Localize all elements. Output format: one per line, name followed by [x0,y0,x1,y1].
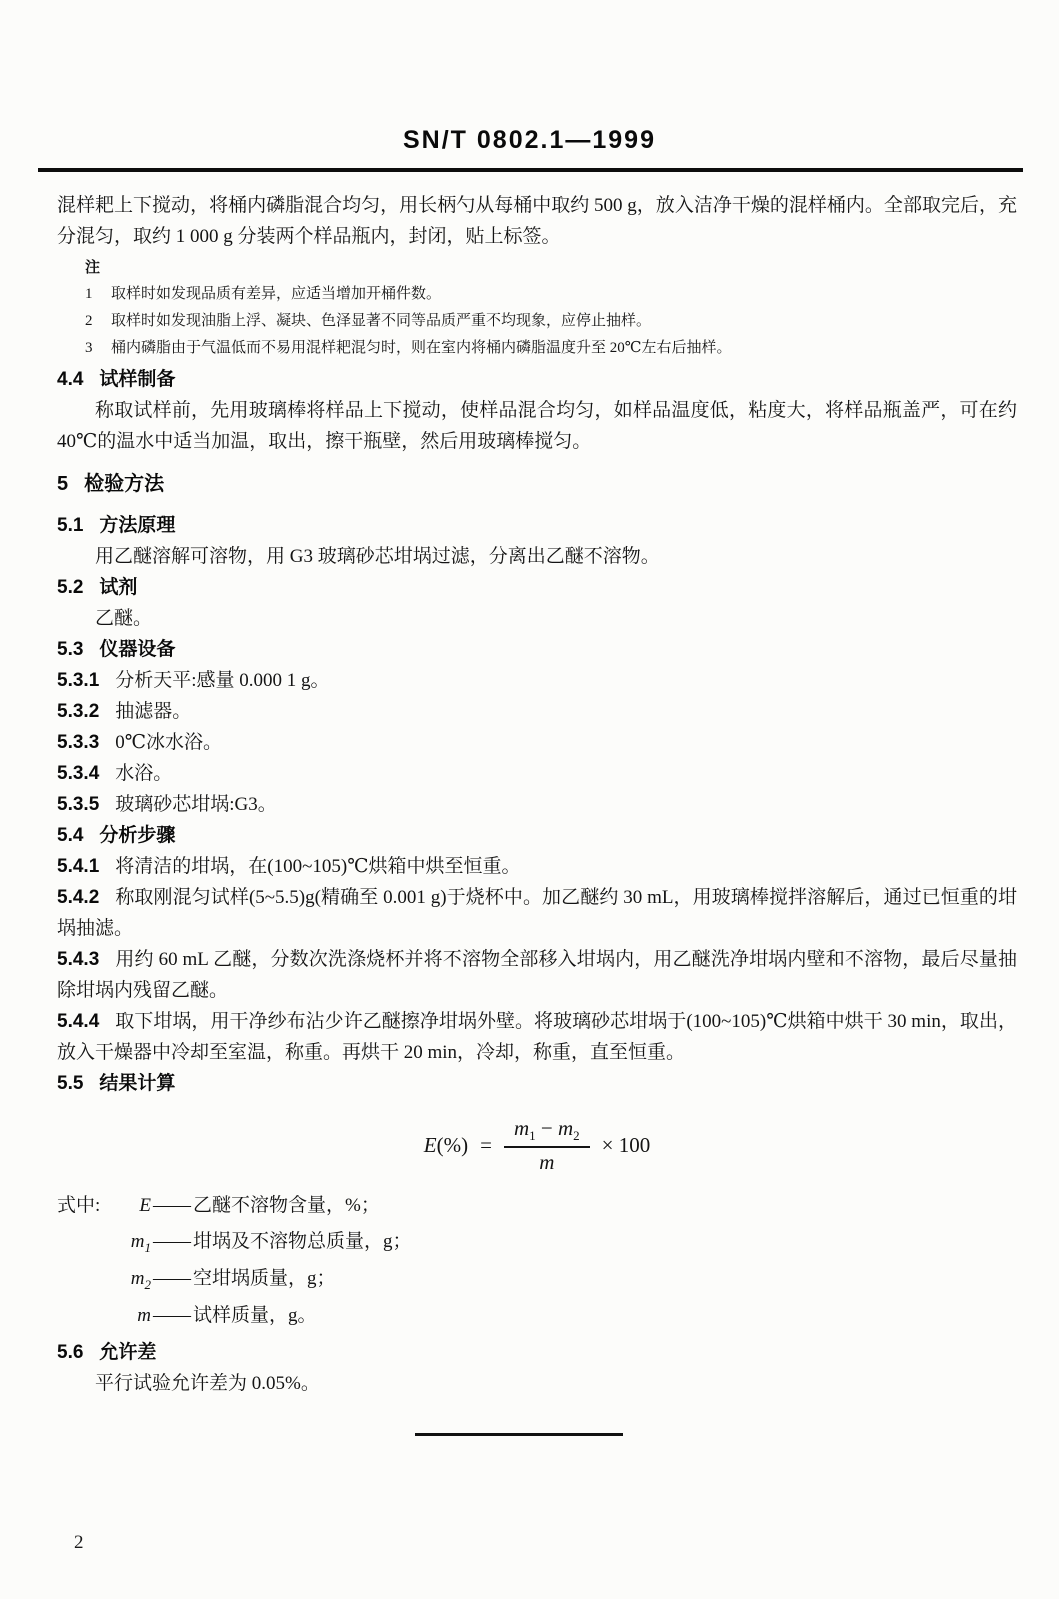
formula-fraction [504,1115,590,1176]
clause-text: 0℃冰水浴。 [115,732,223,753]
notes-label: 注 [85,259,101,276]
note-number: 1 [85,286,93,302]
clause-text: 玻璃砂芯坩埚:G3。 [115,794,277,815]
clause-5-6-text: 平行试验允许差为 0.05%。 [95,1372,320,1394]
clause-title: 结果计算 [99,1073,176,1094]
definition-spacer [57,1300,117,1337]
clause-5-3-3 [57,727,1017,758]
note-item [57,335,1017,362]
clause-number: 5.4 [57,825,84,846]
clause-number: 5.4.2 [57,887,100,908]
formula [57,1115,1017,1176]
document-content [57,190,1017,1436]
clause-title: 方法原理 [99,515,176,536]
definition-dash: —— [153,1305,191,1327]
clause-number: 5.3.3 [57,732,100,753]
clause-number: 5.3.5 [57,794,100,815]
clause-number: 5.3.2 [57,701,100,722]
definition-text: 试样质量，g。 [193,1305,317,1327]
clause-text: 水浴。 [115,763,173,784]
section-5-heading [57,469,1017,500]
clause-number: 4.4 [57,369,84,390]
standard-code: SN/T 0802.1—1999 [403,126,656,154]
definition-text: 乙醚不溶物含量，%； [193,1194,380,1216]
clause-text: 用约 60 mL 乙醚，分数次洗涤烧杯并将不溶物全部移入坩埚内，用乙醚洗净坩埚内壁和不溶物，最后尽量抽除坩埚内残留乙醚。 [57,949,1017,1001]
definition-symbol: $m_1$ [130,1231,151,1256]
clause-number: 5.2 [57,577,84,598]
clause-5-4-1 [57,851,1017,882]
definition-dash: —— [153,1194,191,1216]
definition-text: 空坩埚质量，g； [193,1268,336,1290]
clause-5-5-heading [57,1068,1017,1099]
formula-denominator: m [539,1150,555,1175]
clause-5-4-heading [57,820,1017,851]
page-number: 2 [74,1532,84,1553]
formula-multiplier: × 100 [601,1132,651,1157]
definition-symbol: m [137,1305,151,1327]
where-label: 式中: [57,1194,101,1216]
clause-title: 试剂 [99,577,138,598]
definition-dash: —— [153,1268,191,1290]
section-title: 检验方法 [84,473,165,495]
definition-spacer [57,1263,117,1300]
end-of-document-divider [415,1433,623,1436]
clause-number: 5.3 [57,639,84,660]
note-item [57,308,1017,335]
symbol-definitions [57,1190,1017,1337]
clause-5-3-4 [57,758,1017,789]
clause-number: 5.3.1 [57,670,100,691]
note-text: 桶内磷脂由于气温低而不易用混样耙混匀时，则在室内将桶内磷脂温度升至 20℃左右后抽样。 [111,340,732,356]
clause-number: 5.4.4 [57,1011,100,1032]
definition-text: 坩埚及不溶物总质量，g； [193,1231,412,1253]
formula-equals: = [480,1132,492,1157]
clause-title: 仪器设备 [99,639,176,660]
clause-5-3-2 [57,696,1017,727]
clause-text: 分析天平:感量 0.000 1 g。 [115,670,330,691]
clause-5-4-3 [57,944,1017,1006]
clause-5-3-1 [57,665,1017,696]
header-rule [38,168,1023,172]
clause-title: 分析步骤 [99,825,176,846]
notes-block [57,254,1017,362]
definition-spacer [57,1226,117,1263]
clause-5-3-heading [57,634,1017,665]
clause-5-1-text: 用乙醚溶解可溶物，用 G3 玻璃砂芯坩埚过滤，分离出乙醚不溶物。 [95,546,660,567]
clause-number: 5.4.1 [57,856,100,877]
clause-number: 5.1 [57,515,84,536]
clause-5-4-2 [57,882,1017,944]
clause-5-4-4 [57,1006,1017,1068]
clause-title: 试样制备 [99,369,176,390]
clause-5-1-heading [57,510,1017,541]
clause-number: 5.3.4 [57,763,100,784]
definition-dash: —— [153,1231,191,1253]
note-number: 3 [85,340,93,356]
clause-text: 抽滤器。 [115,701,192,722]
clause-5-2-heading [57,572,1017,603]
clause-5-3-5 [57,789,1017,820]
formula-lhs: E(%) [423,1132,469,1157]
definition-line [57,1190,1017,1227]
clause-text: 称取刚混匀试样(5~5.5)g(精确至 0.001 g)于烧杯中。加乙醚约 30 mL，用玻璃棒搅拌溶解后，通过已恒重的坩埚抽滤。 [57,887,1017,939]
clause-4-4-text: 称取试样前，先用玻璃棒将样品上下搅动，使样品混合均匀，如样品温度低，粘度大，将样品瓶盖严，可在约 40℃的温水中适当加温，取出，擦干瓶壁，然后用玻璃棒搅匀。 [57,400,1017,452]
clause-5-2-text: 乙醚。 [95,608,153,629]
formula-numerator: $m_1 - m_2$ [504,1115,590,1148]
note-number: 2 [85,313,93,329]
clause-number: 5.4.3 [57,949,100,970]
clause-number: 5.6 [57,1341,84,1363]
definition-symbol: E [139,1194,151,1216]
note-text: 取样时如发现品质有差异，应适当增加开桶件数。 [111,286,442,302]
clause-title: 允许差 [99,1341,157,1363]
section-number: 5 [57,473,69,495]
clause-5-6-heading [57,1337,1017,1368]
definition-line [57,1300,1017,1337]
intro-paragraph: 混样耙上下搅动，将桶内磷脂混合均匀，用长柄勺从每桶中取约 500 g，放入洁净干燥的混样桶内。全部取完后，充分混匀，取约 1 000 g 分装两个样品瓶内，封闭，贴上标签。 [57,195,1017,247]
clause-number: 5.5 [57,1073,84,1094]
clause-text: 将清洁的坩埚，在(100~105)℃烘箱中烘至恒重。 [115,856,521,877]
note-text: 取样时如发现油脂上浮、凝块、色泽显著不同等品质严重不均现象，应停止抽样。 [111,313,652,329]
clause-4-4-heading [57,364,1017,395]
definition-line [57,1226,1017,1263]
note-item [57,281,1017,308]
definition-line [57,1263,1017,1300]
definition-symbol: $m_2$ [130,1268,151,1293]
clause-text: 取下坩埚，用干净纱布沾少许乙醚擦净坩埚外壁。将玻璃砂芯坩埚于(100~105)℃烘箱中烘干 30 min，取出，放入干燥器中冷却至室温，称重。再烘干 20 min，冷却，称重，直至恒重。 [57,1011,1017,1063]
